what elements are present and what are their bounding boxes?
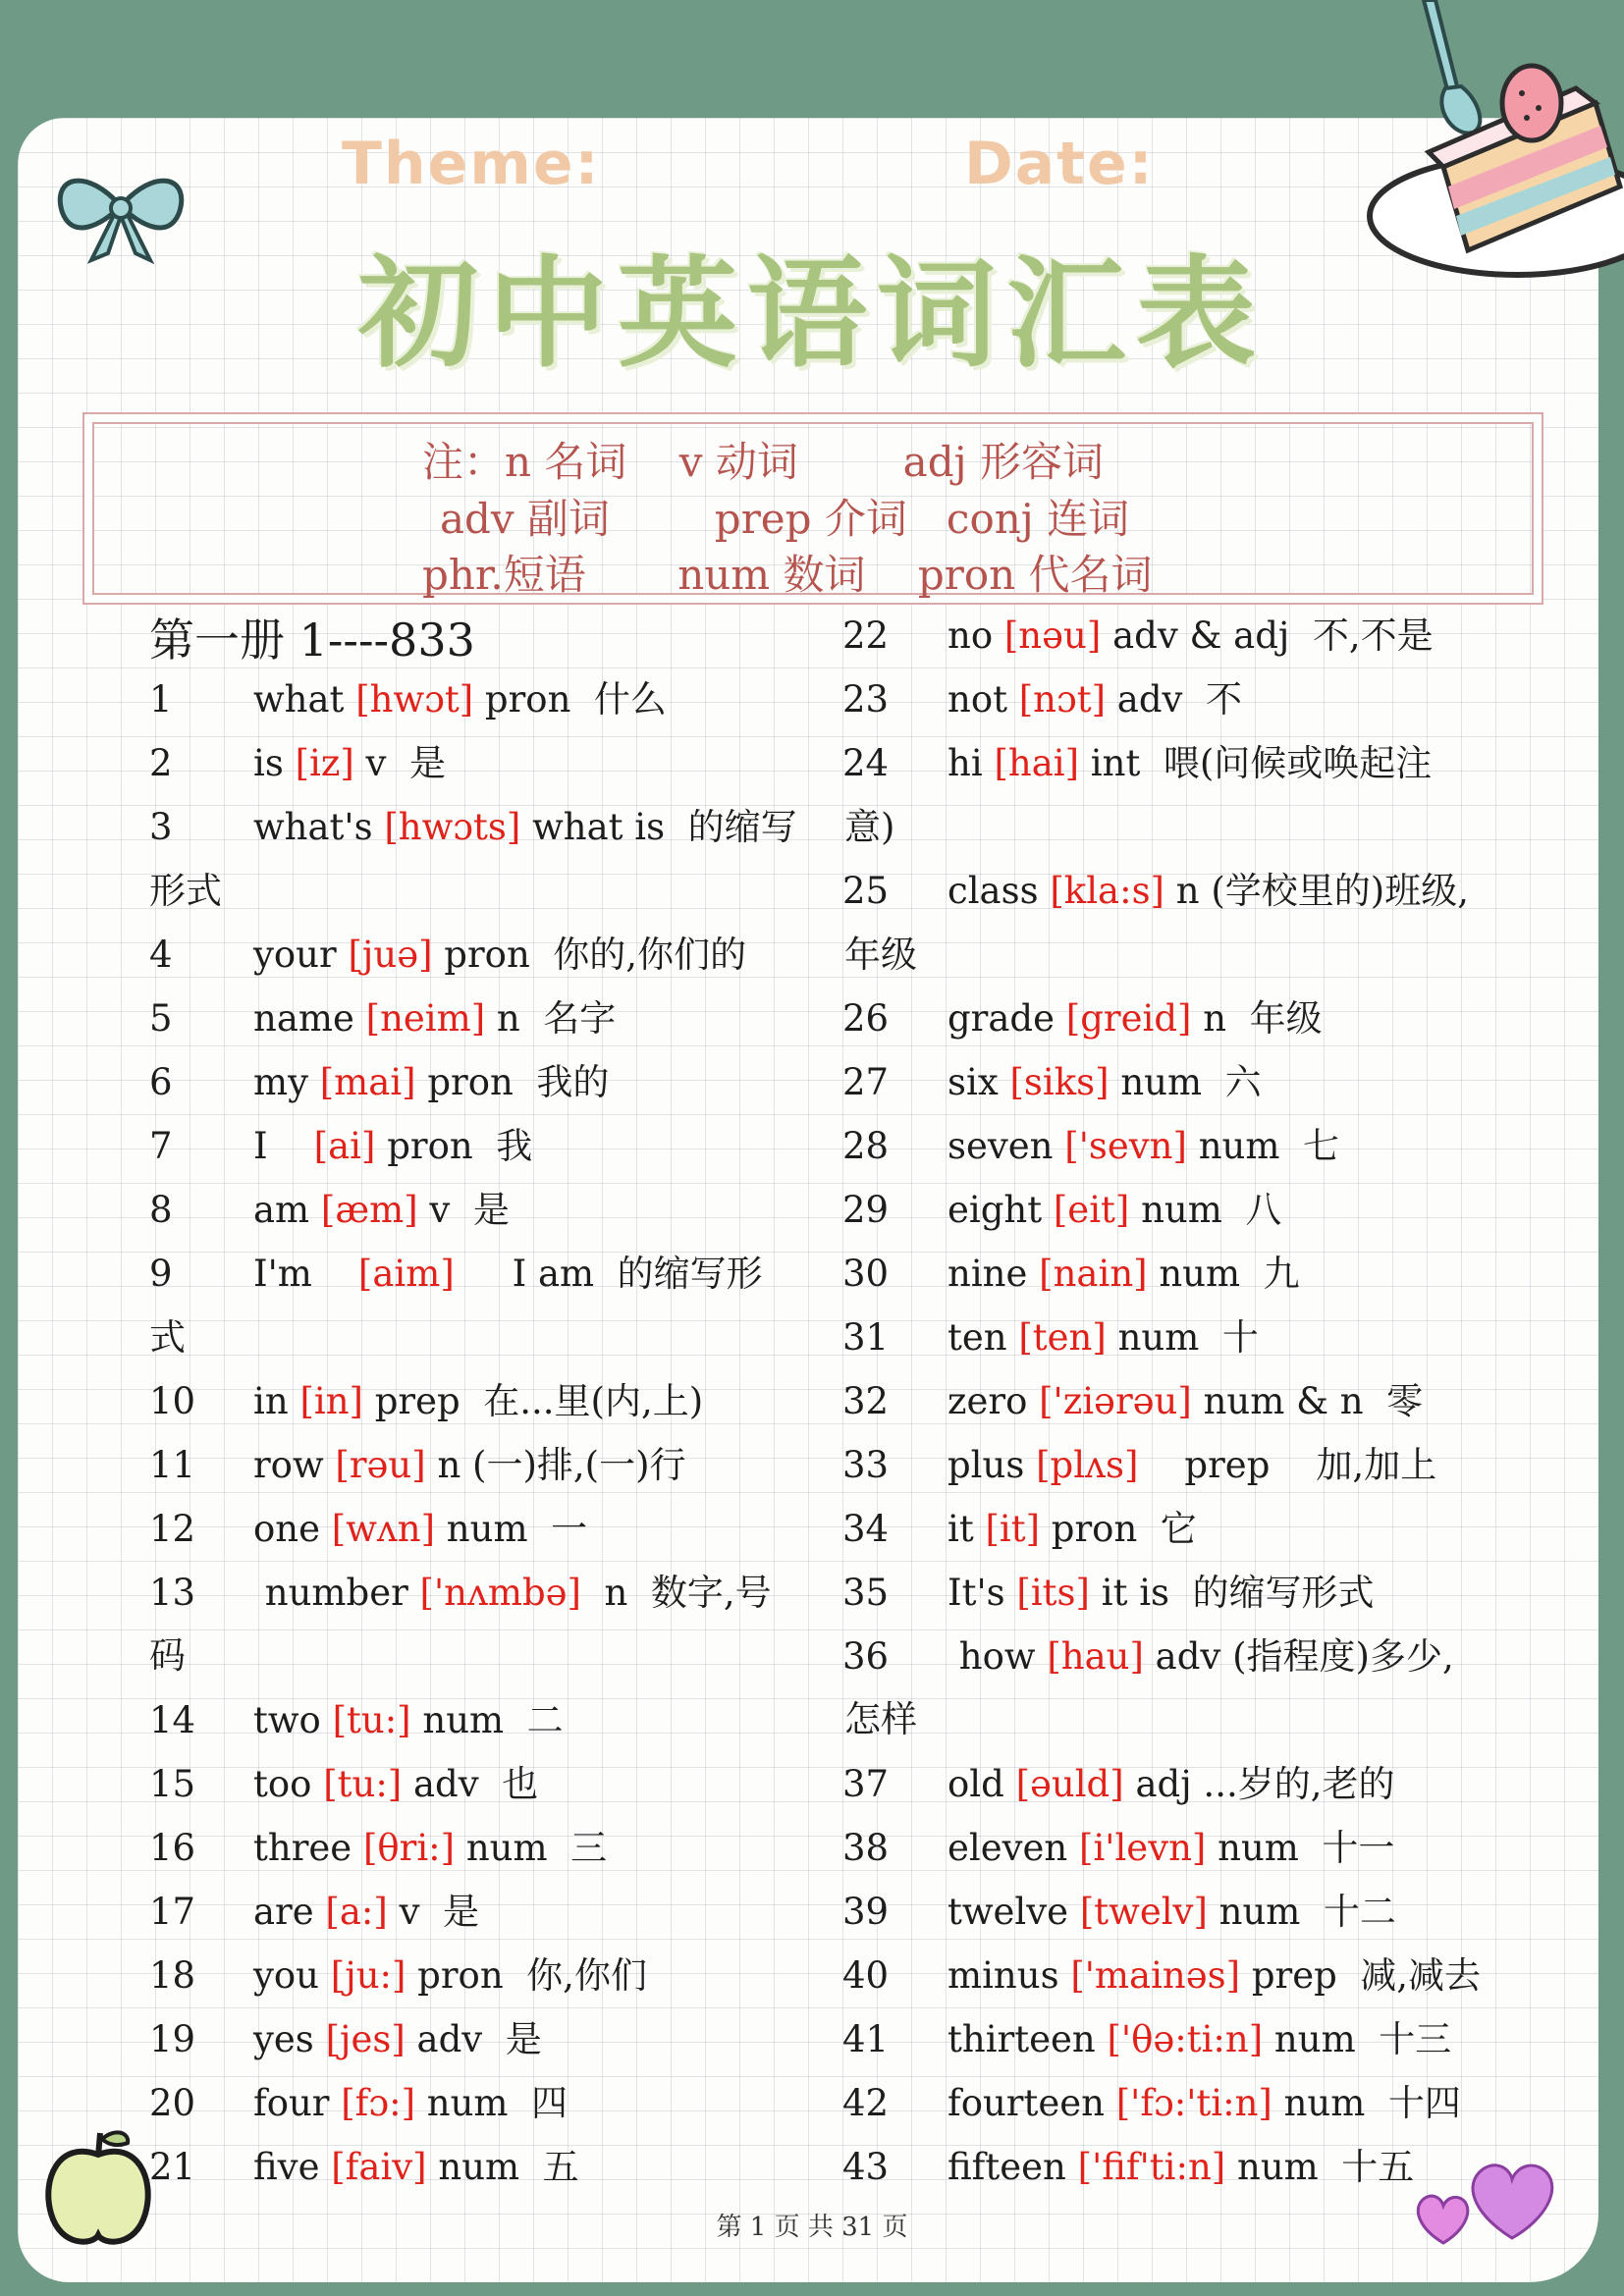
entry-phonetic: [mai] <box>319 1061 416 1103</box>
entry-meaning: pron 你,你们 <box>406 1954 647 1997</box>
entry-text <box>947 989 1323 1048</box>
legend-line-3: phr.短语 num 数词 pron 代名词 <box>422 551 1153 599</box>
entry-phonetic: [hwɔts] <box>384 806 521 848</box>
entry-phonetic: [twelv] <box>1079 1891 1208 1933</box>
vocab-entry <box>149 1181 817 1240</box>
entry-meaning: pron 我的 <box>415 1061 610 1103</box>
theme-label: Theme: <box>342 130 601 198</box>
entry-meaning: it is 的缩写形式 <box>1089 1572 1375 1614</box>
entry-word: twelve <box>947 1891 1080 1933</box>
entry-word: five <box>253 2146 332 2188</box>
entry-number: 30 <box>842 1253 890 1295</box>
entry-meaning: num 十 <box>1106 1316 1259 1359</box>
entry-phonetic: [nəu] <box>1003 614 1102 657</box>
entry-text <box>253 1372 703 1431</box>
entry-word: are <box>253 1891 326 1933</box>
entry-phonetic: [kla:s] <box>1050 870 1164 912</box>
entry-phonetic: [əuld] <box>1015 1763 1124 1805</box>
entry-word: your <box>253 934 349 976</box>
entry-text <box>947 1883 1396 1942</box>
entry-number: 42 <box>842 2082 890 2124</box>
entry-meaning: num 十四 <box>1272 2082 1461 2124</box>
vocab-entry <box>842 1053 1510 1112</box>
vocab-entry <box>149 1947 817 2005</box>
entry-word: am <box>253 1189 321 1231</box>
entry-meaning: num 三 <box>455 1827 608 1869</box>
entry-meaning: num 四 <box>415 2082 568 2124</box>
entry-text <box>253 1117 532 1176</box>
entry-word: hi <box>947 742 995 784</box>
continuation-line: 年级 <box>844 934 917 976</box>
vocab-entry <box>842 670 1510 729</box>
legend-line-2: adv 副词 prep 介词 conj 连词 <box>440 495 1130 543</box>
vocab-entry <box>149 1564 817 1623</box>
vocab-entry <box>842 2010 1510 2069</box>
vocab-entry <box>842 1436 1510 1495</box>
entry-phonetic: [plʌs] <box>1036 1444 1139 1486</box>
entry-word: yes <box>253 2018 326 2060</box>
entry-text <box>253 2074 568 2133</box>
entry-number: 38 <box>842 1827 890 1869</box>
vocab-entry <box>842 1117 1510 1176</box>
vocab-entry <box>842 1564 1510 1623</box>
entry-meaning: v 是 <box>417 1189 510 1231</box>
legend-line-1: 注：n 名词 v 动词 adj 形容词 <box>422 438 1104 486</box>
continuation-line: 码 <box>149 1634 186 1677</box>
vocab-entry <box>149 1053 817 1112</box>
entry-word: my <box>253 1061 320 1103</box>
entry-word: it <box>947 1508 986 1550</box>
entry-text <box>947 1117 1339 1176</box>
vocab-entry <box>149 2010 817 2069</box>
entry-phonetic: [rəu] <box>335 1444 426 1486</box>
vocab-entry <box>149 670 817 729</box>
entry-word: minus <box>947 1954 1071 1997</box>
entry-text <box>947 607 1434 666</box>
entry-meaning: v 是 <box>353 742 446 784</box>
entry-word: ten <box>947 1316 1019 1359</box>
entry-meaning: int 喂(问候或唤起注 <box>1079 742 1433 784</box>
vocab-entry <box>149 989 817 1048</box>
entry-phonetic: [ai] <box>313 1125 376 1167</box>
entry-number: 1 <box>149 678 173 721</box>
continuation-line: 形式 <box>149 870 222 912</box>
entry-text <box>947 2010 1451 2069</box>
vocab-entry <box>149 926 817 985</box>
entry-meaning: num 一 <box>435 1508 588 1550</box>
entry-meaning: n 名字 <box>485 997 617 1040</box>
vocab-entry <box>149 1245 817 1304</box>
entry-meaning: pron 什么 <box>473 678 667 721</box>
entry-phonetic: [juə] <box>348 934 433 976</box>
entry-text <box>253 670 667 729</box>
entry-phonetic: [hau] <box>1047 1635 1144 1678</box>
entry-number: 2 <box>149 742 173 784</box>
entry-text <box>947 1053 1262 1112</box>
entry-word: is <box>253 742 296 784</box>
entry-meaning: adj ...岁的,老的 <box>1123 1763 1395 1805</box>
vocab-entry <box>842 1181 1510 1240</box>
entry-word: old <box>947 1763 1016 1805</box>
entry-phonetic: [jes] <box>325 2018 406 2060</box>
vocab-entry <box>842 862 1510 921</box>
entry-text <box>253 1883 479 1942</box>
entry-phonetic: [fɔ:] <box>341 2082 416 2124</box>
entry-number: 13 <box>149 1572 196 1614</box>
entry-word: three <box>253 1827 363 1869</box>
entry-phonetic: [ju:] <box>330 1954 406 1997</box>
entry-meaning: num 十五 <box>1225 2146 1415 2188</box>
entry-meaning: what is 的缩写 <box>520 806 797 848</box>
entry-phonetic: [faiv] <box>331 2146 427 2188</box>
entry-phonetic: [tu:] <box>323 1763 403 1805</box>
entry-phonetic: [its] <box>1016 1572 1090 1614</box>
entry-text <box>947 1500 1197 1559</box>
entry-number: 26 <box>842 997 890 1040</box>
entry-meaning: adv & adj 不,不是 <box>1101 614 1434 657</box>
entry-meaning: num 二 <box>410 1699 564 1741</box>
entry-word: six <box>947 1061 1010 1103</box>
entry-number: 3 <box>149 806 173 848</box>
vocab-entry <box>842 1883 1510 1942</box>
entry-meaning: pron 我 <box>375 1125 533 1167</box>
entry-text <box>947 1819 1394 1878</box>
entry-number: 19 <box>149 2018 196 2060</box>
entry-word: eleven <box>947 1827 1080 1869</box>
entry-number: 7 <box>149 1125 173 1167</box>
entry-phonetic: [i'levn] <box>1079 1827 1207 1869</box>
entry-meaning: prep 加,加上 <box>1138 1444 1437 1486</box>
entry-number: 36 <box>842 1635 890 1678</box>
entry-meaning: num 八 <box>1129 1189 1282 1231</box>
entry-word: zero <box>947 1380 1040 1422</box>
entry-meaning: adv 是 <box>405 2018 542 2060</box>
entry-phonetic: [aim] <box>357 1253 455 1295</box>
entry-text <box>947 1755 1394 1814</box>
entry-text <box>947 1245 1300 1304</box>
entry-meaning: num 七 <box>1186 1125 1339 1167</box>
entry-word: grade <box>947 997 1066 1040</box>
entry-meaning: num 九 <box>1147 1253 1300 1295</box>
entry-meaning: adv (指程度)多少, <box>1143 1635 1454 1678</box>
entry-number: 14 <box>149 1699 196 1741</box>
entry-text <box>947 734 1432 793</box>
entry-word: one <box>253 1508 332 1550</box>
entry-phonetic: [it] <box>985 1508 1041 1550</box>
entry-number: 12 <box>149 1508 196 1550</box>
entry-number: 15 <box>149 1763 196 1805</box>
entry-number: 43 <box>842 2146 890 2188</box>
entry-word: It's <box>947 1572 1017 1614</box>
entry-text <box>253 1245 763 1304</box>
entry-text <box>253 989 616 1048</box>
entry-phonetic: [hai] <box>994 742 1080 784</box>
entry-phonetic: [wʌn] <box>331 1508 436 1550</box>
entry-word: fifteen <box>947 2146 1078 2188</box>
vocab-entry <box>149 2138 817 2197</box>
entry-meaning: num 十三 <box>1263 2018 1452 2060</box>
page-footer: 第 1 页 共 31 页 <box>716 2213 908 2242</box>
entry-text <box>253 1053 609 1112</box>
entry-phonetic: [siks] <box>1009 1061 1110 1103</box>
entry-meaning: num 五 <box>426 2146 579 2188</box>
vocab-entry <box>842 1947 1510 2005</box>
entry-number: 9 <box>149 1253 173 1295</box>
book-heading: 第一册 1----833 <box>149 614 475 667</box>
entry-text <box>947 1628 1454 1686</box>
entry-number: 24 <box>842 742 890 784</box>
vocab-entry <box>149 1819 817 1878</box>
entry-number: 4 <box>149 934 173 976</box>
entry-phonetic: [a:] <box>325 1891 388 1933</box>
entry-word: what's <box>253 806 385 848</box>
entry-text <box>947 1436 1436 1495</box>
entry-meaning: n (学校里的)班级, <box>1164 870 1469 912</box>
page-title: 初中英语词汇表 <box>358 244 1266 384</box>
entry-text <box>253 2010 542 2069</box>
entry-number: 27 <box>842 1061 890 1103</box>
vocab-entry <box>842 1308 1510 1367</box>
entry-word: too <box>253 1763 324 1805</box>
entry-word: not <box>947 678 1019 721</box>
entry-text <box>253 1436 686 1495</box>
entry-number: 20 <box>149 2082 196 2124</box>
entry-text <box>253 1500 587 1559</box>
entry-word: you <box>253 1954 331 1997</box>
entry-word: nine <box>947 1253 1040 1295</box>
entry-text <box>253 1819 607 1878</box>
vocab-entry <box>149 1436 817 1495</box>
entry-meaning: prep 减,减去 <box>1240 1954 1482 1997</box>
entry-word: name <box>253 997 366 1040</box>
vocab-entry <box>149 734 817 793</box>
entry-number: 18 <box>149 1954 196 1997</box>
vocab-entry <box>842 989 1510 1048</box>
entry-phonetic: ['sevn] <box>1064 1125 1187 1167</box>
entry-number: 40 <box>842 1954 890 1997</box>
entry-meaning: num 十一 <box>1206 1827 1395 1869</box>
entry-number: 37 <box>842 1763 890 1805</box>
entry-phonetic: [tu:] <box>332 1699 411 1741</box>
vocab-entry <box>842 734 1510 793</box>
entry-meaning: I am 的缩写形 <box>454 1253 763 1295</box>
entry-phonetic: ['nʌmbə] <box>419 1572 581 1614</box>
entry-word: what <box>253 678 356 721</box>
entry-text <box>947 862 1469 921</box>
entry-number: 16 <box>149 1827 196 1869</box>
entry-number: 34 <box>842 1508 890 1550</box>
entry-number: 5 <box>149 997 173 1040</box>
entry-text <box>947 1564 1375 1623</box>
entry-phonetic: ['θə:ti:n] <box>1107 2018 1264 2060</box>
entry-word: I'm <box>253 1253 358 1295</box>
entry-meaning: pron 你的,你们的 <box>432 934 747 976</box>
entry-phonetic: [θri:] <box>362 1827 456 1869</box>
entry-word: how <box>947 1635 1048 1678</box>
entry-word: four <box>253 2082 342 2124</box>
entry-text <box>947 2074 1461 2133</box>
entry-meaning: n 数字,号 <box>581 1572 772 1614</box>
entry-meaning: n 年级 <box>1191 997 1323 1040</box>
entry-word: two <box>253 1699 333 1741</box>
entry-number: 25 <box>842 870 890 912</box>
entry-meaning: adv 也 <box>402 1763 539 1805</box>
entry-meaning: v 是 <box>387 1891 479 1933</box>
continuation-line: 意) <box>844 806 895 848</box>
continuation-line: 怎样 <box>844 1698 917 1740</box>
vocab-entry <box>149 2074 817 2133</box>
entry-number: 31 <box>842 1316 890 1359</box>
entry-meaning: num 六 <box>1109 1061 1262 1103</box>
entry-text <box>947 1181 1281 1240</box>
entry-phonetic: [iz] <box>295 742 354 784</box>
entry-phonetic: [nɔt] <box>1018 678 1107 721</box>
entry-text <box>253 2138 579 2197</box>
vocab-entry <box>842 607 1510 666</box>
entry-number: 23 <box>842 678 890 721</box>
entry-phonetic: [hwɔt] <box>355 678 474 721</box>
continuation-line: 式 <box>149 1316 186 1359</box>
entry-text <box>253 1691 564 1750</box>
entry-number: 35 <box>842 1572 890 1614</box>
entry-text <box>253 734 446 793</box>
entry-number: 32 <box>842 1380 890 1422</box>
entry-text <box>947 1947 1481 2005</box>
entry-phonetic: [in] <box>299 1380 363 1422</box>
entry-word: row <box>253 1444 336 1486</box>
entry-word: class <box>947 870 1051 912</box>
vocab-entry <box>149 798 817 857</box>
entry-phonetic: ['ziərəu] <box>1039 1380 1192 1422</box>
vocab-entry <box>842 1500 1510 1559</box>
entry-word: plus <box>947 1444 1037 1486</box>
entry-phonetic: ['fɔ:'ti:n] <box>1115 2082 1272 2124</box>
entry-phonetic: [nain] <box>1039 1253 1148 1295</box>
entry-number: 11 <box>149 1444 196 1486</box>
vocab-entry <box>149 1500 817 1559</box>
entry-number: 6 <box>149 1061 173 1103</box>
entry-meaning: n (一)排,(一)行 <box>425 1444 686 1486</box>
vocab-entry <box>842 2138 1510 2197</box>
entry-word: no <box>947 614 1004 657</box>
entry-phonetic: [ten] <box>1018 1316 1107 1359</box>
entry-word: seven <box>947 1125 1065 1167</box>
entry-text <box>253 798 797 857</box>
vocab-entry <box>842 1245 1510 1304</box>
entry-number: 22 <box>842 614 890 657</box>
vocab-entry <box>149 1372 817 1431</box>
vocab-entry <box>149 1691 817 1750</box>
entry-meaning: prep 在...里(内,上) <box>362 1380 704 1422</box>
entry-meaning: pron 它 <box>1040 1508 1197 1550</box>
entry-meaning: num & n 零 <box>1191 1380 1424 1422</box>
vocab-entry <box>149 1755 817 1814</box>
vocab-entry <box>149 1883 817 1942</box>
entry-number: 10 <box>149 1380 196 1422</box>
vocab-entry <box>842 1819 1510 1878</box>
entry-meaning: adv 不 <box>1106 678 1242 721</box>
entry-text <box>947 2138 1414 2197</box>
entry-number: 39 <box>842 1891 890 1933</box>
entry-number: 21 <box>149 2146 196 2188</box>
entry-word: number <box>253 1572 420 1614</box>
entry-text <box>253 1181 510 1240</box>
entry-phonetic: [æm] <box>320 1189 418 1231</box>
entry-text <box>253 1947 647 2005</box>
vocab-entry <box>842 1755 1510 1814</box>
entry-word: I <box>253 1125 314 1167</box>
entry-word: in <box>253 1380 300 1422</box>
entry-text <box>947 670 1242 729</box>
entry-word: eight <box>947 1189 1054 1231</box>
entry-number: 41 <box>842 2018 890 2060</box>
entry-text <box>253 1755 538 1814</box>
entry-number: 33 <box>842 1444 890 1486</box>
entry-phonetic: [eit] <box>1053 1189 1130 1231</box>
entry-phonetic: [greid] <box>1065 997 1192 1040</box>
entry-phonetic: [neim] <box>365 997 486 1040</box>
entry-text <box>947 1308 1259 1367</box>
entry-word: thirteen <box>947 2018 1108 2060</box>
entry-number: 17 <box>149 1891 196 1933</box>
date-label: Date: <box>964 130 1155 198</box>
vocab-entry <box>842 1628 1510 1686</box>
entry-phonetic: ['fif'ti:n] <box>1077 2146 1226 2188</box>
vocab-entry <box>842 2074 1510 2133</box>
entry-text <box>947 1372 1423 1431</box>
entry-text <box>253 1564 772 1623</box>
vocab-entry <box>842 1372 1510 1431</box>
entry-phonetic: ['mainəs] <box>1070 1954 1241 1997</box>
entry-word: fourteen <box>947 2082 1116 2124</box>
entry-number: 29 <box>842 1189 890 1231</box>
entry-text <box>253 926 746 985</box>
vocab-entry <box>149 1117 817 1176</box>
entry-meaning: num 十二 <box>1207 1891 1396 1933</box>
entry-number: 28 <box>842 1125 890 1167</box>
entry-number: 8 <box>149 1189 173 1231</box>
